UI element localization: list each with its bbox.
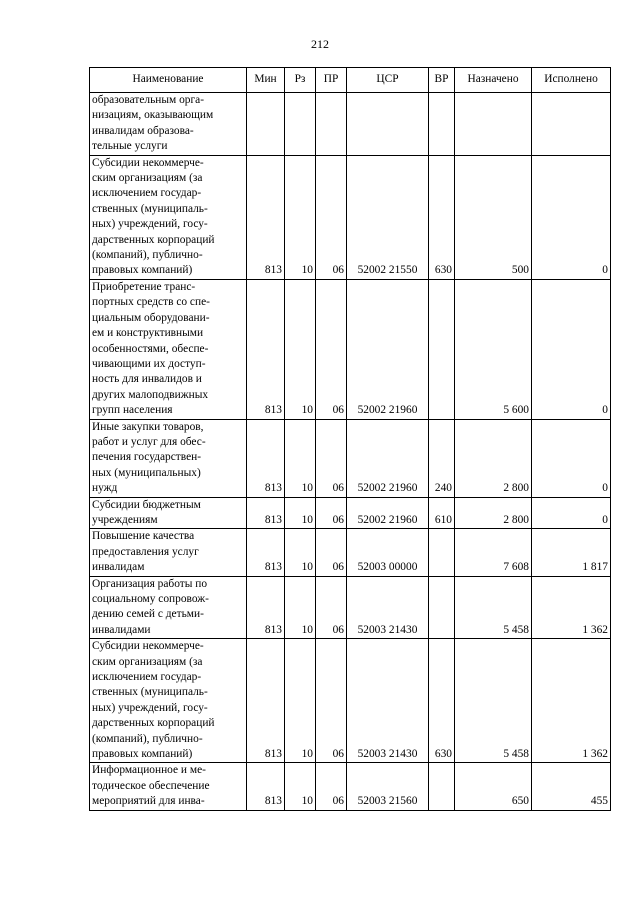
row-name: Субсидии некоммерче- ским организациям (за исключением государ- ственных (муниципаль- ных) учреждений, госу- дарственных корпораций (компаний), публично- правовых компаний) <box>90 155 247 279</box>
row-assigned <box>455 93 532 156</box>
header-executed: Исполнено <box>532 68 611 93</box>
table-row <box>90 763 611 810</box>
row-vr <box>429 763 455 810</box>
row-vr <box>429 93 455 156</box>
table-row <box>90 497 611 529</box>
row-csr: 52002 21960 <box>347 497 429 529</box>
row-rz: 10 <box>285 155 316 279</box>
row-min: 813 <box>247 529 285 576</box>
row-vr <box>429 576 455 639</box>
row-pr <box>316 93 347 156</box>
table-row <box>90 639 611 763</box>
row-executed: 0 <box>532 419 611 497</box>
row-rz: 10 <box>285 419 316 497</box>
row-pr: 06 <box>316 639 347 763</box>
row-pr: 06 <box>316 497 347 529</box>
row-rz: 10 <box>285 639 316 763</box>
row-pr: 06 <box>316 763 347 810</box>
row-min: 813 <box>247 155 285 279</box>
row-name: Повышение качества предоставления услуг инвалидам <box>90 529 247 576</box>
table-row <box>90 279 611 419</box>
table-row <box>90 93 611 156</box>
row-assigned: 500 <box>455 155 532 279</box>
row-assigned: 7 608 <box>455 529 532 576</box>
budget-table <box>89 67 611 811</box>
row-csr: 52003 21430 <box>347 639 429 763</box>
row-min: 813 <box>247 763 285 810</box>
row-rz: 10 <box>285 497 316 529</box>
table-row <box>90 419 611 497</box>
header-min: Мин <box>247 68 285 93</box>
row-executed: 1 817 <box>532 529 611 576</box>
header-csr: ЦСР <box>347 68 429 93</box>
row-csr: 52003 21560 <box>347 763 429 810</box>
row-min: 813 <box>247 419 285 497</box>
row-rz: 10 <box>285 763 316 810</box>
row-pr: 06 <box>316 419 347 497</box>
row-name: образовательным орга- низациям, оказывающим инвалидам образова- тельные услуги <box>90 93 247 156</box>
row-min <box>247 93 285 156</box>
row-pr: 06 <box>316 279 347 419</box>
header-assigned: Назначено <box>455 68 532 93</box>
row-name: Субсидии некоммерче- ским организациям (за исключением государ- ственных (муниципаль- ных) учреждений, госу- дарственных корпораций (компаний), публично- правовых компаний) <box>90 639 247 763</box>
row-assigned: 5 458 <box>455 576 532 639</box>
row-vr: 610 <box>429 497 455 529</box>
row-assigned: 5 600 <box>455 279 532 419</box>
row-csr <box>347 93 429 156</box>
page-number: 212 <box>311 37 329 51</box>
row-executed: 0 <box>532 279 611 419</box>
row-executed: 1 362 <box>532 639 611 763</box>
row-vr: 240 <box>429 419 455 497</box>
row-name: Субсидии бюджетным учреждениям <box>90 497 247 529</box>
row-min: 813 <box>247 576 285 639</box>
row-vr: 630 <box>429 639 455 763</box>
header-rz: Рз <box>285 68 316 93</box>
table-header-row <box>90 68 611 93</box>
row-pr: 06 <box>316 576 347 639</box>
row-pr: 06 <box>316 529 347 576</box>
row-csr: 52002 21960 <box>347 279 429 419</box>
row-vr: 630 <box>429 155 455 279</box>
row-min: 813 <box>247 279 285 419</box>
row-csr: 52003 00000 <box>347 529 429 576</box>
row-csr: 52003 21430 <box>347 576 429 639</box>
row-min: 813 <box>247 639 285 763</box>
row-executed: 0 <box>532 155 611 279</box>
row-name: Приобретение транс- портных средств со спе- циальным оборудовани- ем и конструктивными особенностями, обеспе- чивающими их доступ- ность для инвалидов и других малоподвижных групп населения <box>90 279 247 419</box>
table-row <box>90 576 611 639</box>
row-name: Организация работы по социальному сопровож- дению семей с детьми- инвалидами <box>90 576 247 639</box>
row-csr: 52002 21960 <box>347 419 429 497</box>
header-pr: ПР <box>316 68 347 93</box>
row-min: 813 <box>247 497 285 529</box>
row-pr: 06 <box>316 155 347 279</box>
row-assigned: 650 <box>455 763 532 810</box>
row-assigned: 5 458 <box>455 639 532 763</box>
header-vr: ВР <box>429 68 455 93</box>
row-name: Иные закупки товаров, работ и услуг для обес- печения государствен- ных (муниципальных) нужд <box>90 419 247 497</box>
row-executed: 455 <box>532 763 611 810</box>
row-rz: 10 <box>285 529 316 576</box>
row-csr: 52002 21550 <box>347 155 429 279</box>
row-executed: 1 362 <box>532 576 611 639</box>
row-executed <box>532 93 611 156</box>
row-assigned: 2 800 <box>455 419 532 497</box>
row-rz <box>285 93 316 156</box>
row-assigned: 2 800 <box>455 497 532 529</box>
row-executed: 0 <box>532 497 611 529</box>
row-rz: 10 <box>285 279 316 419</box>
row-vr <box>429 279 455 419</box>
row-name: Информационное и ме- тодическое обеспечение мероприятий для инва- <box>90 763 247 810</box>
table-row <box>90 155 611 279</box>
row-rz: 10 <box>285 576 316 639</box>
table-row <box>90 529 611 576</box>
row-vr <box>429 529 455 576</box>
header-name: Наименование <box>90 68 247 93</box>
